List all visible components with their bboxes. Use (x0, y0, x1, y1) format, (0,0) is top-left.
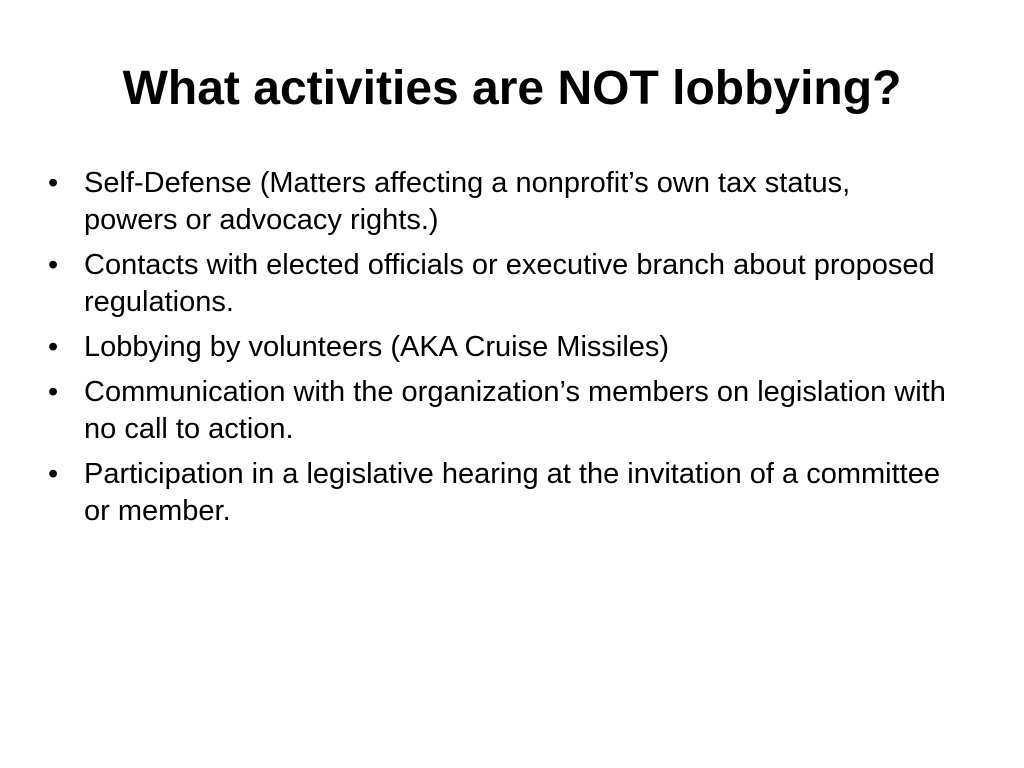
bullet-point-icon: • (48, 331, 59, 363)
bullet-text: Self-Defense (Matters affecting a nonprofit’s own tax status, powers or advocacy rights.) (84, 167, 851, 236)
bullet-text: Communication with the organization’s members on legislation with no call to action. (84, 376, 946, 445)
bullet-list (48, 165, 948, 538)
bullet-point-icon: • (48, 458, 59, 490)
bullet-item-volunteers (48, 329, 948, 366)
slide-title: What activities are NOT lobbying? (122, 62, 902, 115)
bullet-item-contacts (48, 247, 948, 321)
bullet-text: Contacts with elected officials or executive branch about proposed regulations. (84, 249, 935, 318)
bullet-item-self-defense (48, 165, 948, 239)
bullet-text: Lobbying by volunteers (AKA Cruise Missiles) (84, 331, 670, 363)
bullet-item-participation (48, 456, 948, 530)
bullet-point-icon: • (48, 249, 59, 281)
bullet-point-icon: • (48, 167, 59, 199)
bullet-point-icon: • (48, 376, 59, 408)
bullet-text: Participation in a legislative hearing at the invitation of a committee or member. (84, 458, 940, 527)
bullet-item-communication (48, 374, 948, 448)
